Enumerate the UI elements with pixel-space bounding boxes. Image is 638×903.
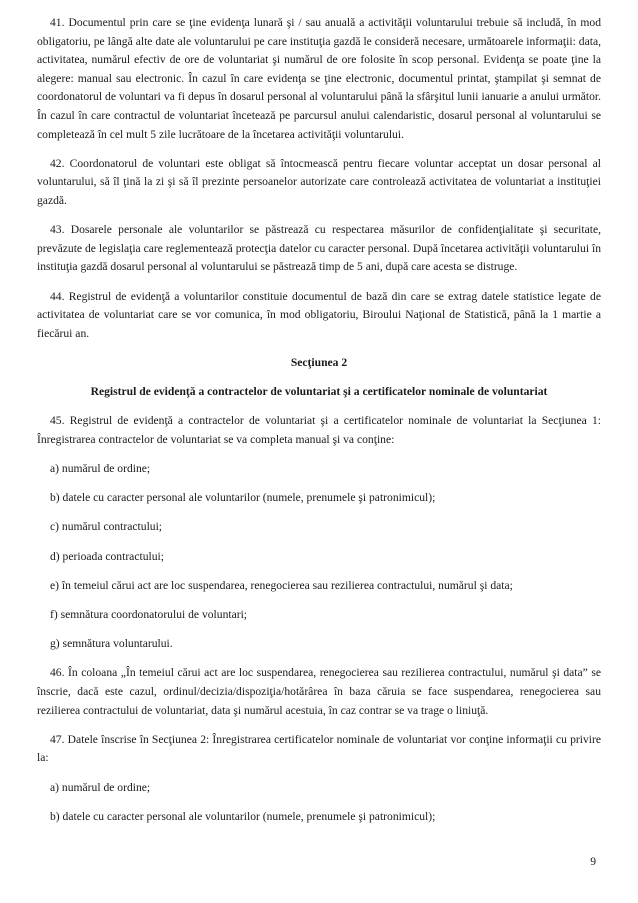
section-subtitle: Registrul de evidenţă a contractelor de voluntariat şi a certificatelor nominale de voluntariat (90, 385, 548, 399)
list-item: g) semnătura voluntarului. (50, 637, 173, 651)
list-item: c) numărul contractului; (50, 520, 163, 534)
paragraph-41: 41. Documentul prin care se ţine evidenţa lunară şi / sau anuală a activităţii voluntarului trebuie să includă, în mod obligatoriu, pe lângă alte date ale voluntarului pe care instituţia gazdă le consideră necesare, următoarele informaţii: data, activitatea, numărul efectiv de ore de voluntariat şi numărul de ore folosite în scop personal. Evidenţa se poate ţine la alegere: manual sau electronic. În cazul în care evidenţa se ţine electronic, documentul printat, ştampilat şi semnat de coordonatorul de voluntari va fi depus în dosarul personal al voluntarului până la sfârşitul lunii ianuarie a anului următor. În cazul în care contractul de voluntariat încetează pe parcursul anului calendaristic, dosarul personal al voluntarului se completează în cel mult 5 zile lucrătoare de la încetarea activităţii voluntarului. (37, 16, 601, 141)
list-item: e) în temeiul cărui act are loc suspendarea, renegocierea sau rezilierea contractului, numărul şi data; (50, 578, 513, 592)
document-page (37, 14, 601, 837)
paragraph-43: 43. Dosarele personale ale voluntarilor se păstrează cu respectarea măsurilor de confidenţialitate şi securitate, prevăzute de legislaţia care reglementează protecţia datelor cu caracter personal. După încetarea activităţii voluntarului în instituţia gazdă dosarul personal al voluntarului se păstrează timp de 5 ani, după care acesta se distruge. (37, 223, 601, 274)
list-item: f) semnătura coordonatorului de voluntari; (50, 607, 248, 621)
list-item: b) datele cu caracter personal ale voluntarilor (numele, prenumele şi patronimicul); (50, 491, 436, 505)
list-item: a) numărul de ordine; (50, 462, 151, 476)
paragraph-46: 46. În coloana „În temeiul cărui act are loc suspendarea, renegocierea sau rezilierea contractului, numărul şi data” se înscrie, dacă este cazul, ordinul/decizia/dispoziţia/hotărârea în baza căruia se face suspendarea, renegocierea sau rezilierea contractului de voluntariat, data şi numărul acestuia, în caz contrar se va trage o liniuţă. (37, 666, 601, 717)
list-item: d) perioada contractului; (50, 549, 164, 563)
section-title: Secţiunea 2 (290, 355, 348, 369)
list-item: b) datele cu caracter personal ale voluntarilor (numele, prenumele şi patronimicul); (50, 809, 436, 823)
paragraph-44: 44. Registrul de evidenţă a voluntarilor constituie documentul de bază din care se extrag datele statistice legate de activitatea de voluntariat care se vor comunica, în mod obligatoriu, Biroului Naţional de Statistică, până la 1 martie a fiecărui an. (37, 289, 601, 340)
paragraph-47: 47. Datele înscrise în Secţiunea 2: Înregistrarea certificatelor nominale de voluntariat vor conţine informaţii cu privire la: (37, 732, 601, 765)
page-number: 9 (590, 855, 596, 868)
list-item: a) numărul de ordine; (50, 780, 151, 794)
paragraph-45: 45. Registrul de evidenţă a contractelor de voluntariat şi a certificatelor nominale de voluntariat la Secţiunea 1: Înregistrarea contractelor de voluntariat se va completa manual şi va conţine: (37, 414, 601, 446)
paragraph-42: 42. Coordonatorul de voluntari este obligat să întocmească pentru fiecare voluntar acceptat un dosar personal al voluntarului, să îl ţină la zi şi să îl prezinte persoanelor autorizate care controlează activitatea de voluntariat a instituţiei gazdă. (37, 156, 601, 207)
